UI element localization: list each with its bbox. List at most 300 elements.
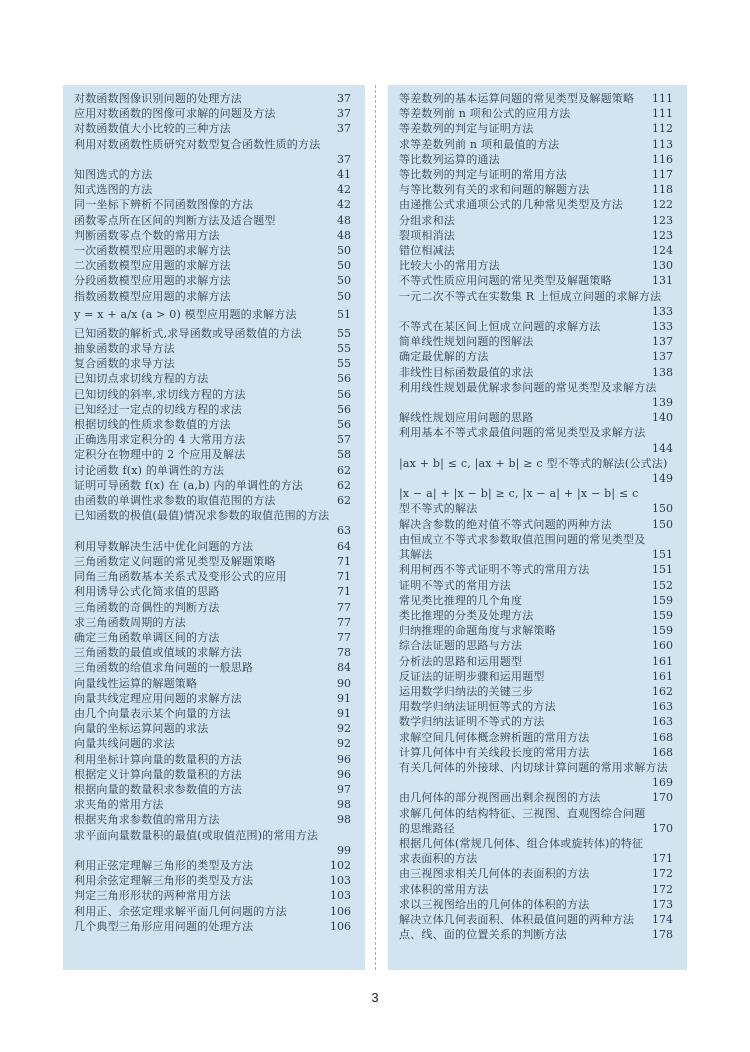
page-number: 3: [371, 990, 379, 1005]
toc-entry: [74, 676, 359, 691]
toc-entry-title: 一元二次不等式在实数集 R 上恒成立问题的求解方法: [399, 289, 662, 303]
toc-entry: [74, 752, 359, 767]
toc-entry-title: 解线性规划应用问题的思路: [399, 411, 534, 425]
toc-entry-title: 利用基本不等式求最值问题的常见类型及求解方法: [399, 426, 646, 440]
toc-entry-page: 113: [652, 137, 673, 151]
toc-entry-title: 已知切线的斜率,求切线方程的方法: [74, 387, 246, 401]
toc-entry: [399, 289, 681, 319]
toc-entry: [399, 669, 681, 684]
toc-entry: [399, 91, 681, 106]
toc-entry: [399, 532, 681, 562]
toc-entry: [74, 387, 359, 402]
toc-right-column: [388, 85, 687, 970]
toc-entry-title: 比较大小的常用方法: [399, 259, 500, 273]
toc-entry: [74, 828, 359, 858]
toc-entry: [399, 106, 681, 121]
toc-entry: [399, 425, 681, 455]
toc-entry-page: 106: [330, 919, 351, 933]
toc-entry-page: 99: [337, 843, 351, 857]
toc-entry-title: 由几何体的部分视图画出剩余视图的方法: [399, 791, 601, 805]
toc-entry-page: 149: [652, 472, 673, 486]
toc-entry-page: 137: [652, 335, 673, 349]
toc-entry-title: 指数函数模型应用题的求解方法: [74, 289, 231, 303]
toc-entry: [399, 319, 681, 334]
toc-entry: [74, 706, 359, 721]
toc-entry-title: 确定三角函数单调区间的方法: [74, 630, 220, 644]
toc-entry-page: 56: [337, 402, 351, 416]
toc-entry: [74, 736, 359, 751]
toc-entry-title: 同角三角函数基本关系式及变形公式的应用: [74, 570, 287, 584]
toc-entry-title: 一次函数模型应用题的求解方法: [74, 244, 231, 258]
toc-entry-page: 48: [337, 228, 351, 242]
toc-entry: [399, 380, 681, 410]
toc-entry-page: 42: [337, 198, 351, 212]
toc-entry: [74, 341, 359, 356]
toc-entry-title: 利用线性规划最优解求参问题的常见类型及求解方法: [399, 380, 657, 394]
toc-entry-title: 向量线性运算的解题策略: [74, 676, 198, 690]
toc-entry-title: 求解几何体的结构特征、三视图、直观图综合问题的思维路径: [399, 806, 646, 835]
toc-entry-title: 利用余弦定理解三角形的类型及方法: [74, 874, 254, 888]
toc-entry: [399, 790, 681, 805]
toc-entry-page: 56: [337, 418, 351, 432]
toc-entry-title: 利用坐标计算向量的数量积的方法: [74, 752, 242, 766]
toc-entry: [399, 334, 681, 349]
toc-entry-page: 37: [337, 152, 351, 166]
toc-entry: [74, 569, 359, 584]
toc-entry: [74, 904, 359, 919]
toc-entry-title: 三角函数的最值或值域的求解方法: [74, 646, 242, 660]
toc-entry-page: 50: [337, 274, 351, 288]
toc-entry-page: 131: [652, 274, 673, 288]
toc-entry-title: 等比数列的判定与证明的常用方法: [399, 168, 567, 182]
toc-entry-title: 向量共线问题的求法: [74, 737, 175, 751]
toc-entry: [399, 608, 681, 623]
toc-entry-title: 已知函数的极值(最值)情况求参数的取值范围的方法: [74, 509, 330, 523]
toc-entry: [74, 584, 359, 599]
toc-entry-page: 160: [652, 639, 673, 653]
toc-entry-page: 163: [652, 700, 673, 714]
column-divider: [375, 85, 376, 970]
toc-entry-title: 综合法证题的思路与方法: [399, 639, 523, 653]
toc-entry-title: 抽象函数的求导方法: [74, 342, 175, 356]
toc-entry: [74, 539, 359, 554]
toc-entry-page: 91: [337, 706, 351, 720]
toc-entry-title: 同一坐标下辨析不同函数图像的方法: [74, 198, 254, 212]
toc-entry-page: 98: [337, 813, 351, 827]
toc-entry-page: 139: [652, 396, 673, 410]
toc-entry-page: 151: [652, 548, 673, 562]
toc-entry: [399, 197, 681, 212]
toc-entry-page: 123: [652, 213, 673, 227]
toc-entry-page: 171: [652, 852, 673, 866]
toc-entry-page: 174: [652, 912, 673, 926]
toc-entry-title: 利用诱导公式化简求值的思路: [74, 585, 220, 599]
toc-entry: [74, 630, 359, 645]
toc-entry-page: 112: [652, 122, 673, 136]
toc-entry: [74, 463, 359, 478]
toc-entry: [399, 745, 681, 760]
toc-entry-title: 根据夹角求参数值的常用方法: [74, 813, 220, 827]
toc-entry: [399, 258, 681, 273]
toc-entry: [399, 638, 681, 653]
toc-entry-page: 162: [652, 684, 673, 698]
toc-entry-title: 等差数列前 n 项和公式的应用方法: [399, 107, 571, 121]
toc-entry-title: 三角函数的奇偶性的判断方法: [74, 600, 220, 614]
toc-entry-page: 57: [337, 433, 351, 447]
toc-entry-title: 判定三角形形状的两种常用方法: [74, 889, 231, 903]
toc-entry-title: 等比数列运算的通法: [399, 152, 500, 166]
toc-entry: [399, 578, 681, 593]
toc-entry-title: 利用对数函数性质研究对数型复合函数性质的方法: [74, 137, 321, 151]
toc-entry: [74, 508, 359, 538]
toc-entry: [399, 927, 681, 942]
toc-entry-title: 三角函数的给值求角问题的一般思路: [74, 661, 254, 675]
toc-entry-title: 反证法的证明步骤和运用题型: [399, 669, 545, 683]
toc-entry: [74, 402, 359, 417]
toc-entry-page: 118: [652, 183, 673, 197]
toc-entry-title: 几个典型三角形应用问题的处理方法: [74, 919, 254, 933]
toc-entry-page: 168: [652, 745, 673, 759]
toc-entry-title: 分析法的思路和运用题型: [399, 654, 523, 668]
toc-entry: [74, 371, 359, 386]
toc-entry-title: 证明不等式的常用方法: [399, 578, 511, 592]
toc-entry-page: 106: [330, 904, 351, 918]
toc-entry-page: 163: [652, 715, 673, 729]
toc-entry-page: 71: [337, 585, 351, 599]
toc-entry-page: 102: [330, 858, 351, 872]
toc-entry-page: 130: [652, 259, 673, 273]
toc-entry: [74, 243, 359, 258]
toc-entry: [399, 623, 681, 638]
toc-entry-title: 简单线性规划问题的图解法: [399, 335, 534, 349]
toc-entry: [74, 858, 359, 873]
toc-entry-title: |x − a| + |x − b| ≥ c, |x − a| + |x − b| ≤ c 型不等式的解法: [399, 487, 639, 516]
toc-entry: [74, 600, 359, 615]
toc-entry-page: 169: [652, 776, 673, 790]
toc-entry-title: 正确选用求定积分的 4 大常用方法: [74, 433, 246, 447]
toc-entry-page: 152: [652, 578, 673, 592]
toc-entry: [74, 782, 359, 797]
toc-entry-title: 不等式在某区间上恒成立问题的求解方法: [399, 320, 601, 334]
toc-entry-title: 对数函数值大小比较的三种方法: [74, 122, 231, 136]
toc-entry: [74, 106, 359, 121]
toc-entry: [74, 121, 359, 136]
toc-entry-page: 37: [337, 122, 351, 136]
toc-entry: [399, 897, 681, 912]
toc-entry-page: 173: [652, 897, 673, 911]
toc-entry-page: 159: [652, 593, 673, 607]
toc-entry-title: 类比推理的分类及处理方法: [399, 608, 534, 622]
toc-entry: [399, 273, 681, 288]
toc-entry-page: 77: [337, 615, 351, 629]
toc-entry: [399, 486, 681, 516]
toc-entry: [74, 767, 359, 782]
toc-entry: [399, 593, 681, 608]
toc-entry-title: 对数函数图像识别问题的处理方法: [74, 92, 242, 105]
toc-entry-title: 求等差数列前 n 项和最值的方法: [399, 137, 560, 151]
toc-entry-page: 111: [652, 107, 673, 121]
toc-entry-title: 计算几何体中有关线段长度的常用方法: [399, 745, 590, 759]
toc-entry: [74, 273, 359, 288]
toc-entry-title: 根据切线的性质求参数值的方法: [74, 418, 231, 432]
toc-entry-page: 55: [337, 326, 351, 340]
toc-entry-title: 二次函数模型应用题的求解方法: [74, 259, 231, 273]
toc-entry-page: 37: [337, 92, 351, 105]
toc-entry-page: 92: [337, 722, 351, 736]
toc-entry-page: 62: [337, 478, 351, 492]
toc-entry-page: 159: [652, 624, 673, 638]
toc-entry-title: 复合函数的求导方法: [74, 357, 175, 371]
toc-entry: [74, 812, 359, 827]
toc-entry-title: 根据几何体(常规几何体、组合体或旋转体)的特征求表面积的方法: [399, 836, 644, 866]
toc-entry-title: 求三角函数周期的方法: [74, 615, 186, 629]
toc-entry-page: 124: [652, 244, 673, 258]
toc-entry-title: 向量的坐标运算问题的求法: [74, 722, 209, 736]
toc-entry-page: 77: [337, 630, 351, 644]
toc-entry-title: 三角函数定义问题的常见类型及解题策略: [74, 554, 276, 568]
toc-entry-page: 96: [337, 752, 351, 766]
toc-entry-title: 证明可导函数 f(x) 在 (a,b) 内的单调性的方法: [74, 478, 304, 492]
toc-entry-title: 等差数列的判定与证明方法: [399, 122, 534, 136]
toc-entry-page: 84: [337, 661, 351, 675]
toc-entry-title: 不等式性质应用问题的常见类型及解题策略: [399, 274, 612, 288]
toc-entry-page: 144: [652, 441, 673, 455]
toc-entry: [399, 714, 681, 729]
toc-entry-page: 41: [337, 168, 351, 182]
toc-entry: [74, 289, 359, 304]
toc-entry-title: 已知函数的解析式,求导函数或导函数值的方法: [74, 326, 302, 340]
toc-entry-title: 分组求和法: [399, 213, 455, 227]
toc-entry: [399, 167, 681, 182]
toc-entry-page: 178: [652, 928, 673, 942]
toc-entry-title: 函数零点所在区间的判断方法及适合题型: [74, 213, 276, 227]
toc-entry-title: 分段函数模型应用题的求解方法: [74, 274, 231, 288]
toc-entry: [399, 121, 681, 136]
toc-entry: [74, 356, 359, 371]
toc-entry-title: 应用对数函数的图像可求解的问题及方法: [74, 107, 276, 121]
toc-entry-page: 42: [337, 183, 351, 197]
toc-entry: [74, 258, 359, 273]
toc-entry-page: 161: [652, 654, 673, 668]
toc-entry-page: 150: [652, 502, 673, 516]
toc-entry-title: 用数学归纳法证明恒等式的方法: [399, 700, 556, 714]
toc-entry-page: 170: [652, 821, 673, 835]
toc-entry: [74, 660, 359, 675]
toc-entry-title: 利用正、余弦定理求解平面几何问题的方法: [74, 904, 287, 918]
toc-entry: [74, 197, 359, 212]
toc-entry-title: 判断函数零点个数的常用方法: [74, 228, 220, 242]
toc-entry: [399, 182, 681, 197]
toc-entry-title: 利用导数解决生活中优化问题的方法: [74, 539, 254, 553]
toc-entry-page: 48: [337, 213, 351, 227]
toc-entry-page: 50: [337, 259, 351, 273]
toc-entry-page: 116: [652, 152, 673, 166]
toc-entry-title: 解决立体几何表面积、体积最值问题的两种方法: [399, 912, 635, 926]
toc-entry: [399, 349, 681, 364]
toc-entry-title: 已知经过一定点的切线方程的求法: [74, 402, 242, 416]
toc-entry: [399, 456, 681, 486]
toc-entry-page: 122: [652, 198, 673, 212]
toc-entry: [74, 493, 359, 508]
toc-entry-page: 64: [337, 539, 351, 553]
toc-entry-page: 71: [337, 554, 351, 568]
toc-entry-page: 62: [337, 463, 351, 477]
toc-entry-title: 求夹角的常用方法: [74, 798, 164, 812]
toc-entry: [399, 760, 681, 790]
toc-entry-title: 非线性目标函数最值的求法: [399, 365, 534, 379]
toc-entry: [74, 919, 359, 934]
toc-entry: [74, 478, 359, 493]
toc-entry: [399, 137, 681, 152]
toc-entry: [74, 91, 359, 106]
toc-entry-page: 56: [337, 387, 351, 401]
toc-entry: [74, 447, 359, 462]
toc-entry-title: 点、线、面的位置关系的判断方法: [399, 928, 567, 942]
toc-entry: [399, 836, 681, 866]
toc-entry-page: 170: [652, 791, 673, 805]
toc-entry-title: 确定最优解的方法: [399, 350, 489, 364]
toc-entry-page: 96: [337, 767, 351, 781]
toc-entry-page: 62: [337, 494, 351, 508]
toc-entry-page: 98: [337, 798, 351, 812]
toc-entry-page: 172: [652, 882, 673, 896]
toc-entry-page: 150: [652, 517, 673, 531]
toc-entry-page: 51: [337, 307, 351, 321]
toc-entry-page: 161: [652, 669, 673, 683]
toc-entry-page: 55: [337, 342, 351, 356]
toc-entry: [74, 432, 359, 447]
toc-entry: [74, 137, 359, 167]
toc-entry-title: 讨论函数 f(x) 的单调性的方法: [74, 463, 225, 477]
toc-entry-page: 58: [337, 448, 351, 462]
toc-entry-title: 运用数学归纳法的关键三步: [399, 684, 534, 698]
toc-entry-title: 与等比数列有关的求和问题的解题方法: [399, 183, 590, 197]
toc-entry: [399, 806, 681, 836]
toc-entry: [74, 691, 359, 706]
toc-entry: [74, 326, 359, 341]
toc-entry-title: 求以三视图给出的几何体的体积的方法: [399, 897, 590, 911]
toc-entry-title: 有关几何体的外接球、内切球计算问题的常用求解方法: [399, 760, 668, 774]
toc-entry-title: 求体积的常用方法: [399, 882, 489, 896]
toc-entry: [74, 213, 359, 228]
toc-entry: [399, 654, 681, 669]
toc-entry-page: 168: [652, 730, 673, 744]
toc-entry-page: 50: [337, 244, 351, 258]
toc-entry-title: y = x + a/x (a > 0) 模型应用题的求解方法: [74, 307, 297, 321]
toc-entry: [399, 213, 681, 228]
toc-entry-page: 91: [337, 691, 351, 705]
toc-entry-page: 56: [337, 372, 351, 386]
toc-entry-title: 已知切点求切线方程的方法: [74, 372, 209, 386]
toc-entry-title: 由递推公式求通项公式的几种常见类型及方法: [399, 198, 623, 212]
toc-entry: [74, 228, 359, 243]
toc-entry-page: 63: [337, 524, 351, 538]
toc-entry-page: 159: [652, 608, 673, 622]
toc-entry: [399, 684, 681, 699]
toc-entry-title: 常见类比推理的几个角度: [399, 593, 523, 607]
toc-entry: [399, 882, 681, 897]
toc-entry-page: 133: [652, 320, 673, 334]
toc-entry-page: 71: [337, 570, 351, 584]
toc-entry-page: 92: [337, 737, 351, 751]
toc-entry: [74, 721, 359, 736]
toc-entry-title: 解决含参数的绝对值不等式问题的两种方法: [399, 517, 612, 531]
toc-entry: [399, 730, 681, 745]
toc-entry-title: 由几个向量表示某个向量的方法: [74, 706, 231, 720]
toc-entry-page: 117: [652, 168, 673, 182]
toc-entry-title: 利用正弦定理解三角形的类型及方法: [74, 858, 254, 872]
toc-right-list: [399, 91, 681, 942]
toc-entry-page: 133: [652, 304, 673, 318]
toc-entry: [74, 645, 359, 660]
toc-entry-page: 55: [337, 357, 351, 371]
toc-entry-page: 111: [652, 92, 673, 105]
toc-entry-title: 知图选式的方法: [74, 168, 153, 182]
toc-entry-page: 50: [337, 289, 351, 303]
toc-entry-page: 78: [337, 646, 351, 660]
toc-entry: [74, 797, 359, 812]
toc-entry: [399, 699, 681, 714]
toc-entry-page: 103: [330, 889, 351, 903]
toc-entry: [74, 167, 359, 182]
toc-entry: [74, 888, 359, 903]
toc-entry-title: 由三视图求相关几何体的表面积的方法: [399, 867, 590, 881]
toc-entry: [74, 873, 359, 888]
toc-entry: [399, 866, 681, 881]
toc-entry-title: 根据向量的数量积求参数值的方法: [74, 782, 242, 796]
toc-entry-title: 数学归纳法证明不等式的方法: [399, 715, 545, 729]
toc-entry-title: 裂项相消法: [399, 228, 455, 242]
toc-entry-title: 求解空间几何体概念辨析题的常用方法: [399, 730, 590, 744]
toc-entry: [74, 554, 359, 569]
toc-entry-title: 错位相减法: [399, 244, 455, 258]
toc-entry-page: 172: [652, 867, 673, 881]
toc-entry: [74, 304, 359, 326]
toc-entry-page: 123: [652, 228, 673, 242]
toc-entry-page: 97: [337, 782, 351, 796]
toc-entry: [399, 912, 681, 927]
toc-entry: [74, 182, 359, 197]
toc-left-column: [63, 85, 365, 970]
toc-entry-page: 37: [337, 107, 351, 121]
toc-entry-title: 求平面向量数量积的最值(或取值范围)的常用方法: [74, 828, 319, 842]
toc-entry-title: 知式选图的方法: [74, 183, 153, 197]
toc-entry: [399, 517, 681, 532]
toc-entry: [74, 417, 359, 432]
toc-entry: [74, 615, 359, 630]
toc-entry-title: 根据定义计算向量的数量积的方法: [74, 767, 242, 781]
toc-entry: [399, 152, 681, 167]
toc-entry-title: |ax + b| ≤ c, |ax + b| ≥ c 型不等式的解法(公式法): [399, 456, 668, 470]
toc-left-list: [74, 91, 359, 934]
toc-entry-page: 140: [652, 411, 673, 425]
toc-entry-page: 103: [330, 874, 351, 888]
toc-entry-title: 利用柯西不等式证明不等式的常用方法: [399, 563, 590, 577]
toc-entry-page: 138: [652, 365, 673, 379]
toc-entry-title: 向量共线定理应用问题的求解方法: [74, 691, 242, 705]
toc-entry-title: 定积分在物理中的 2 个应用及解法: [74, 448, 246, 462]
toc-entry: [399, 243, 681, 258]
toc-entry-page: 137: [652, 350, 673, 364]
toc-entry: [399, 228, 681, 243]
toc-entry: [399, 410, 681, 425]
toc-entry: [399, 365, 681, 380]
toc-entry-title: 归纳推理的命题角度与求解策略: [399, 624, 556, 638]
toc-entry-page: 77: [337, 600, 351, 614]
toc-entry-title: 由恒成立不等式求参数取值范围问题的常见类型及其解法: [399, 532, 646, 562]
toc-entry-title: 等差数列的基本运算问题的常见类型及解题策略: [399, 92, 635, 105]
toc-entry-page: 90: [337, 676, 351, 690]
